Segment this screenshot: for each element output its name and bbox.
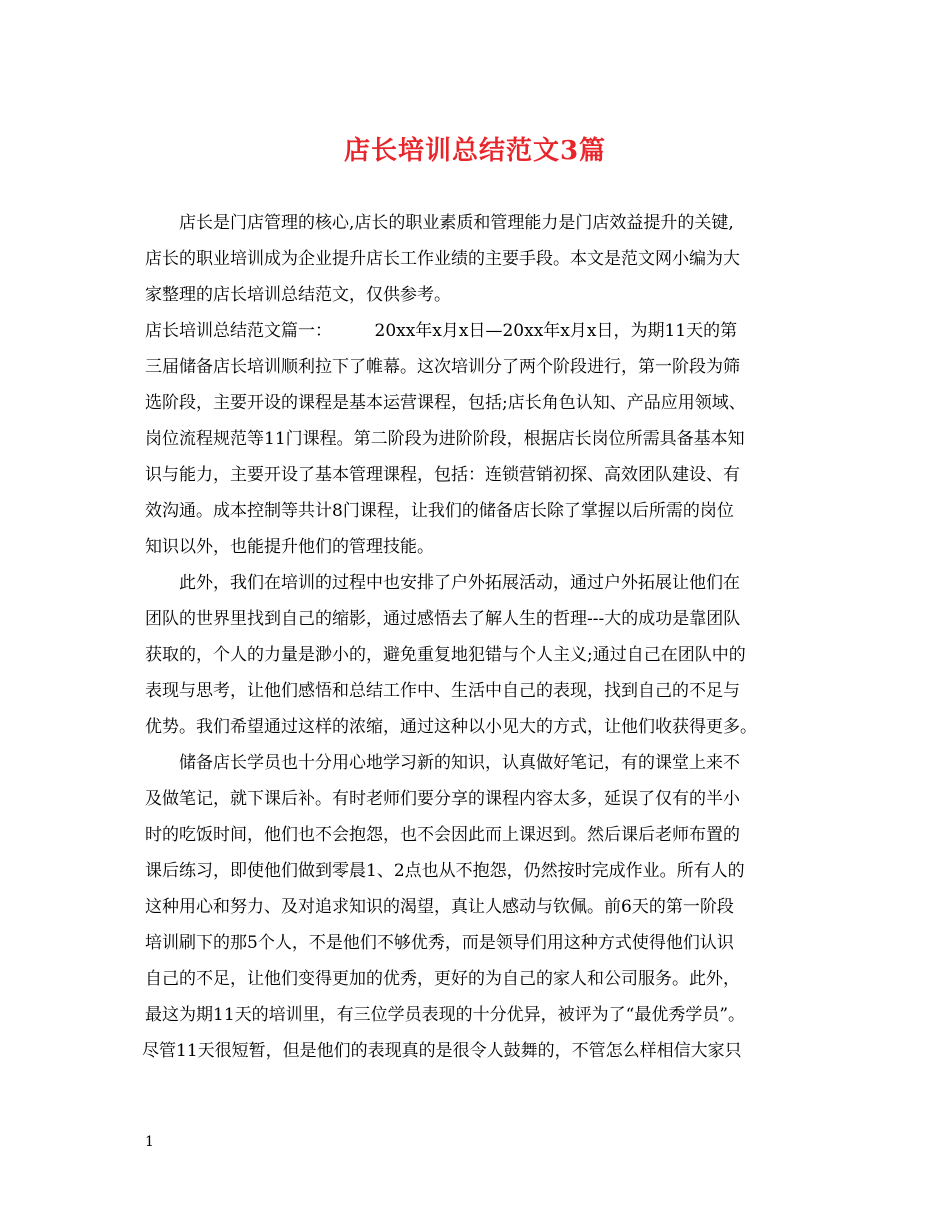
page-number: 1	[145, 1134, 154, 1150]
page-title: 店长培训总结范文3篇	[343, 136, 607, 166]
text-line: 店长是门店管理的核心,店长的职业素质和管理能力是门店效益提升的关键,	[179, 213, 734, 233]
text-line: 培训刷下的那5个人，不是他们不够优秀，而是领导们用这种方式使得他们认识	[145, 933, 734, 953]
text-line: 表现与思考，让他们感悟和总结工作中、生活中自己的表现，找到自己的不足与	[145, 681, 740, 701]
text-line: 三届储备店长培训顺利拉下了帷幕。这次培训分了两个阶段进行，第一阶段为筛	[145, 357, 740, 377]
text-line: 优势。我们希望通过这样的浓缩，通过这种以小见大的方式，让他们收获得更多。	[145, 717, 757, 737]
text-line: 店长培训总结范文篇一： 20xx年x月x日—20xx年x月x日，为期11天的第	[145, 321, 738, 341]
text-line: 知识以外，也能提升他们的管理技能。	[145, 537, 434, 557]
text-line: 选阶段，主要开设的课程是基本运营课程，包括;店长角色认知、产品应用领域、	[145, 393, 746, 413]
text-line: 时的吃饭时间，他们也不会抱怨，也不会因此而上课迟到。然后课后老师布置的	[145, 825, 740, 845]
document-body	[142, 205, 825, 1069]
text-line: 店长的职业培训成为企业提升店长工作业绩的主要手段。本文是范文网小编为大	[145, 249, 740, 269]
text-line: 储备店长学员也十分用心地学习新的知识，认真做好笔记，有的课堂上来不	[179, 753, 740, 773]
text-line: 效沟通。成本控制等共计8门课程，让我们的储备店长除了掌握以后所需的岗位	[145, 501, 734, 521]
text-line: 这种用心和努力、及对追求知识的渴望，真让人感动与钦佩。前6天的第一阶段	[145, 897, 734, 917]
text-line: 获取的，个人的力量是渺小的，避免重复地犯错与个人主义;通过自己在团队中的	[145, 645, 746, 665]
text-line: 岗位流程规范等11门课程。第二阶段为进阶阶段，根据店长岗位所需具备基本知	[145, 429, 745, 449]
text-line: 课后练习，即使他们做到零晨1、2点也从不抱怨，仍然按时完成作业。所有人的	[145, 861, 745, 881]
text-line: 最这为期11天的培训里，有三位学员表现的十分优异，被评为了“最优秀学员”。	[145, 1005, 746, 1025]
text-line: 团队的世界里找到自己的缩影，通过感悟去了解人生的哲理---大的成功是靠团队	[145, 609, 741, 629]
text-line: 尽管11天很短暂，但是他们的表现真的是很令人鼓舞的，不管怎么样相信大家只	[142, 1041, 742, 1061]
text-line: 及做笔记，就下课后补。有时老师们要分享的课程内容太多，延误了仅有的半小	[145, 789, 740, 809]
text-line: 此外，我们在培训的过程中也安排了户外拓展活动，通过户外拓展让他们在	[179, 573, 740, 593]
text-line: 家整理的店长培训总结范文，仅供参考。	[145, 285, 451, 305]
text-line: 识与能力，主要开设了基本管理课程，包括：连锁营销初探、高效团队建设、有	[145, 465, 740, 485]
text-line: 自己的不足，让他们变得更加的优秀，更好的为自己的家人和公司服务。此外，	[145, 969, 740, 989]
